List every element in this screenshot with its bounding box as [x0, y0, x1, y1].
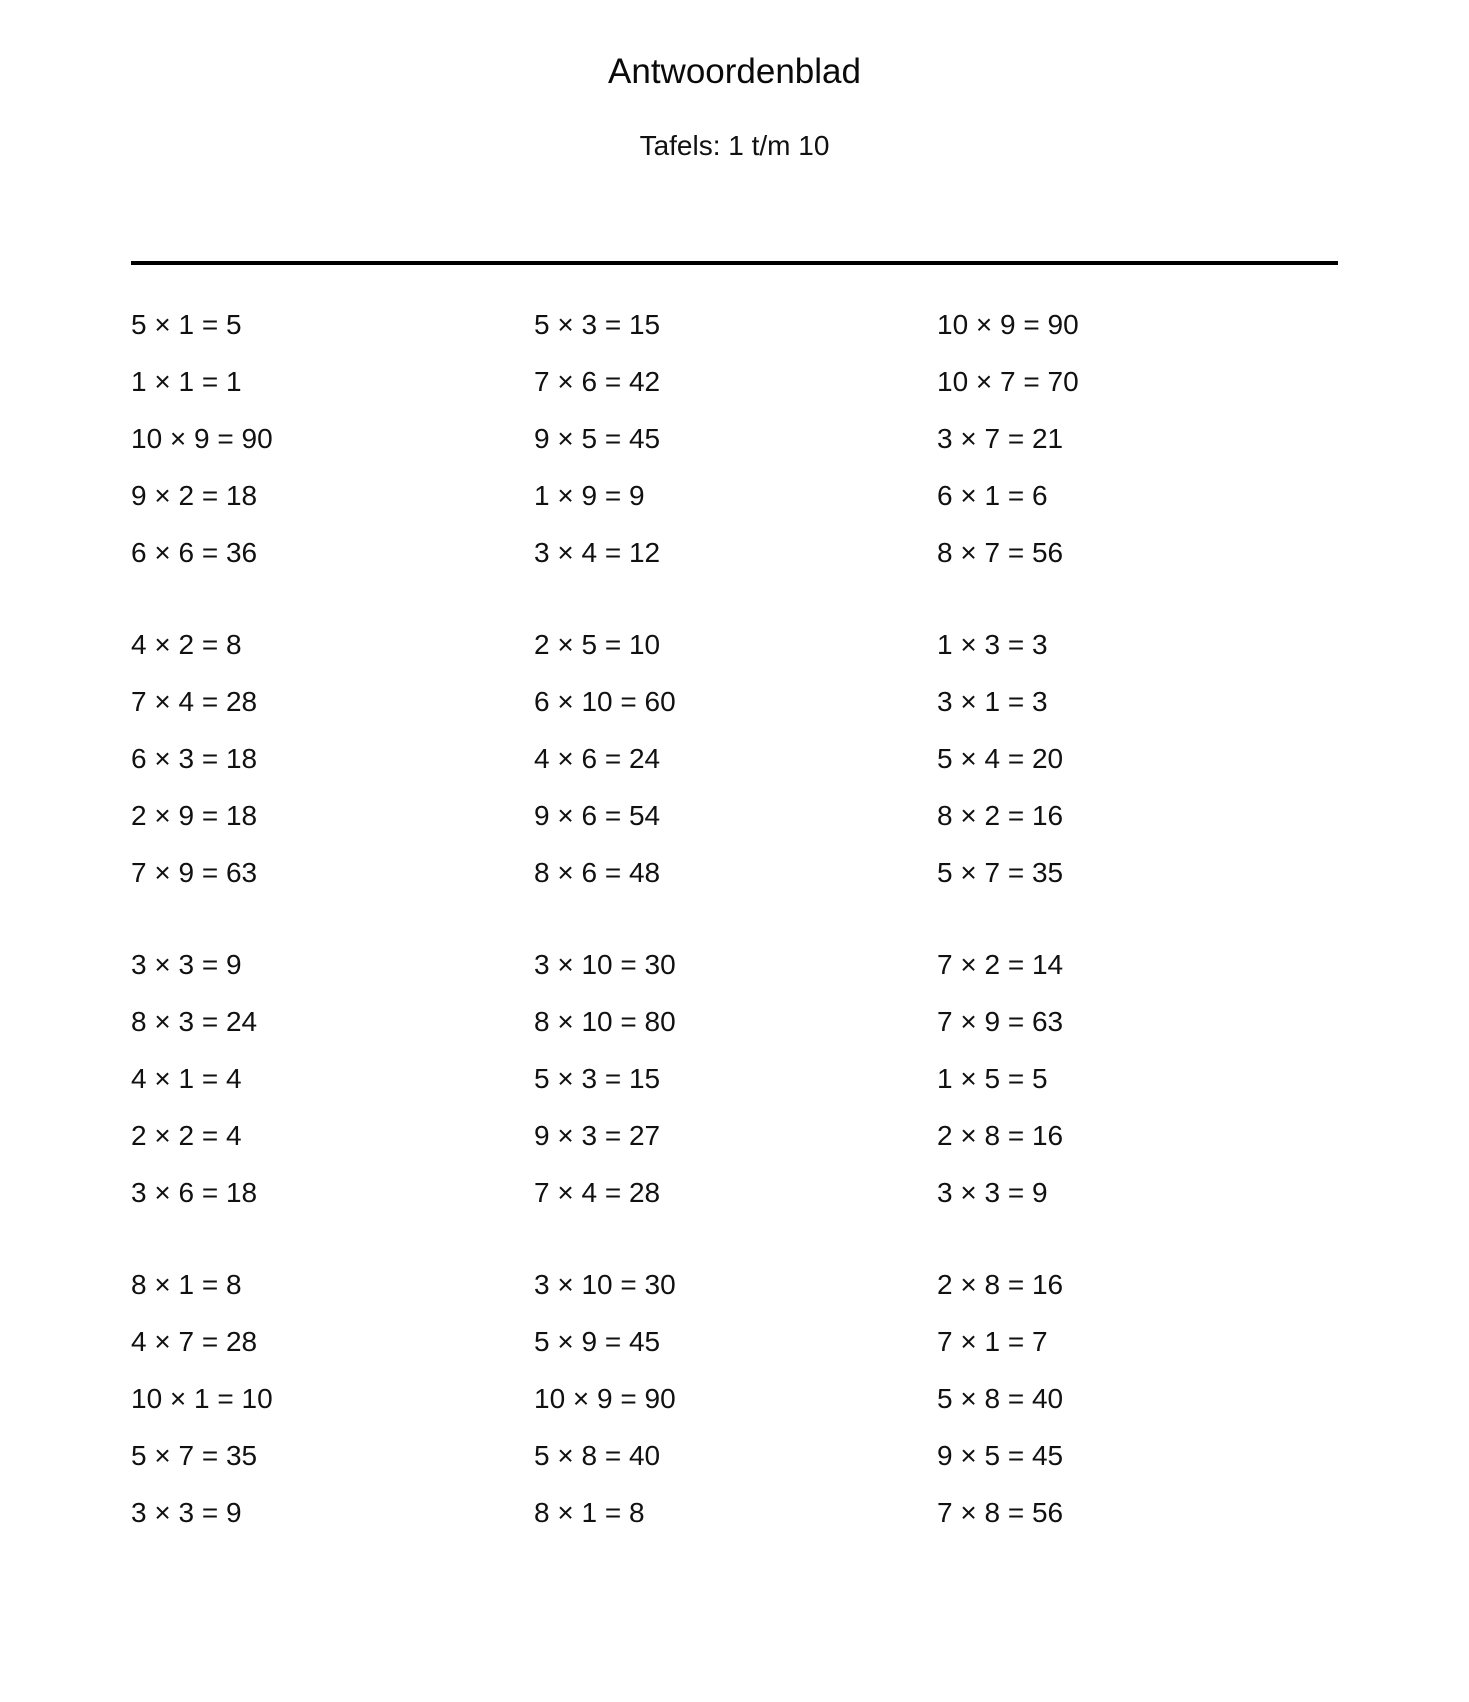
answer-block [937, 625, 1317, 910]
answer-block [534, 305, 914, 590]
answer-row: 3 × 7 = 21 [937, 423, 1064, 454]
answer-row: 9 × 5 = 45 [937, 1440, 1064, 1471]
answer-row: 8 × 6 = 48 [534, 857, 661, 888]
answer-row: 10 × 7 = 70 [937, 366, 1079, 397]
answer-row: 3 × 3 = 9 [131, 1497, 242, 1528]
answer-row: 3 × 3 = 9 [937, 1177, 1048, 1208]
answer-block [534, 945, 914, 1230]
answer-row: 7 × 9 = 63 [131, 857, 258, 888]
answer-row: 8 × 1 = 8 [131, 1269, 242, 1300]
answer-row: 5 × 1 = 5 [131, 309, 242, 340]
answer-row: 6 × 3 = 18 [131, 743, 258, 774]
answer-block [131, 1265, 511, 1550]
answer-row: 5 × 9 = 45 [534, 1326, 661, 1357]
answer-row: 10 × 1 = 10 [131, 1383, 273, 1414]
answer-row: 1 × 3 = 3 [937, 629, 1048, 660]
answer-row: 8 × 10 = 80 [534, 1006, 676, 1037]
answer-row: 3 × 10 = 30 [534, 1269, 676, 1300]
answer-row: 6 × 6 = 36 [131, 537, 258, 568]
answer-block [131, 625, 511, 910]
answer-row: 3 × 1 = 3 [937, 686, 1048, 717]
answer-row: 2 × 8 = 16 [937, 1269, 1064, 1300]
answer-row: 2 × 5 = 10 [534, 629, 661, 660]
answer-row: 4 × 2 = 8 [131, 629, 242, 660]
answer-row: 2 × 2 = 4 [131, 1120, 242, 1151]
answer-block [534, 625, 914, 910]
answer-row: 3 × 3 = 9 [131, 949, 242, 980]
answers-column-3 [937, 305, 1317, 1585]
answer-row: 6 × 10 = 60 [534, 686, 676, 717]
answer-row: 9 × 5 = 45 [534, 423, 661, 454]
answer-row: 5 × 7 = 35 [131, 1440, 258, 1471]
answer-row: 8 × 7 = 56 [937, 537, 1064, 568]
answer-row: 1 × 5 = 5 [937, 1063, 1048, 1094]
answer-row: 7 × 6 = 42 [534, 366, 661, 397]
answer-row: 5 × 3 = 15 [534, 309, 661, 340]
answer-block [534, 1265, 914, 1550]
answer-row: 10 × 9 = 90 [534, 1383, 676, 1414]
answer-row: 7 × 2 = 14 [937, 949, 1064, 980]
answer-row: 2 × 8 = 16 [937, 1120, 1064, 1151]
page-title: Antwoordenblad [608, 52, 861, 91]
answer-row: 8 × 1 = 8 [534, 1497, 645, 1528]
answer-row: 5 × 4 = 20 [937, 743, 1064, 774]
answer-row: 2 × 9 = 18 [131, 800, 258, 831]
answer-row: 9 × 2 = 18 [131, 480, 258, 511]
answer-row: 7 × 9 = 63 [937, 1006, 1064, 1037]
answers-column-2 [534, 305, 914, 1585]
answer-row: 5 × 3 = 15 [534, 1063, 661, 1094]
answer-row: 4 × 6 = 24 [534, 743, 661, 774]
answer-block [131, 945, 511, 1230]
answer-row: 7 × 4 = 28 [534, 1177, 661, 1208]
answer-row: 1 × 1 = 1 [131, 366, 242, 397]
answers-column-1 [131, 305, 511, 1585]
answer-row: 10 × 9 = 90 [131, 423, 273, 454]
page-subtitle: Tafels: 1 t/m 10 [639, 130, 830, 161]
answer-block [131, 305, 511, 590]
answer-row: 6 × 1 = 6 [937, 480, 1048, 511]
answer-row: 7 × 8 = 56 [937, 1497, 1064, 1528]
answer-row: 3 × 6 = 18 [131, 1177, 258, 1208]
answer-block [937, 945, 1317, 1230]
answer-row: 3 × 10 = 30 [534, 949, 676, 980]
answer-row: 3 × 4 = 12 [534, 537, 661, 568]
answer-row: 10 × 9 = 90 [937, 309, 1079, 340]
answer-row: 5 × 7 = 35 [937, 857, 1064, 888]
answer-row: 5 × 8 = 40 [534, 1440, 661, 1471]
answer-row: 5 × 8 = 40 [937, 1383, 1064, 1414]
answer-row: 7 × 4 = 28 [131, 686, 258, 717]
answer-row: 8 × 2 = 16 [937, 800, 1064, 831]
answer-row: 9 × 6 = 54 [534, 800, 661, 831]
answer-row: 4 × 7 = 28 [131, 1326, 258, 1357]
answer-row: 9 × 3 = 27 [534, 1120, 661, 1151]
answer-row: 1 × 9 = 9 [534, 480, 645, 511]
answer-block [937, 305, 1317, 590]
answer-row: 4 × 1 = 4 [131, 1063, 242, 1094]
answer-block [937, 1265, 1317, 1550]
answer-row: 7 × 1 = 7 [937, 1326, 1048, 1357]
answer-row: 8 × 3 = 24 [131, 1006, 258, 1037]
